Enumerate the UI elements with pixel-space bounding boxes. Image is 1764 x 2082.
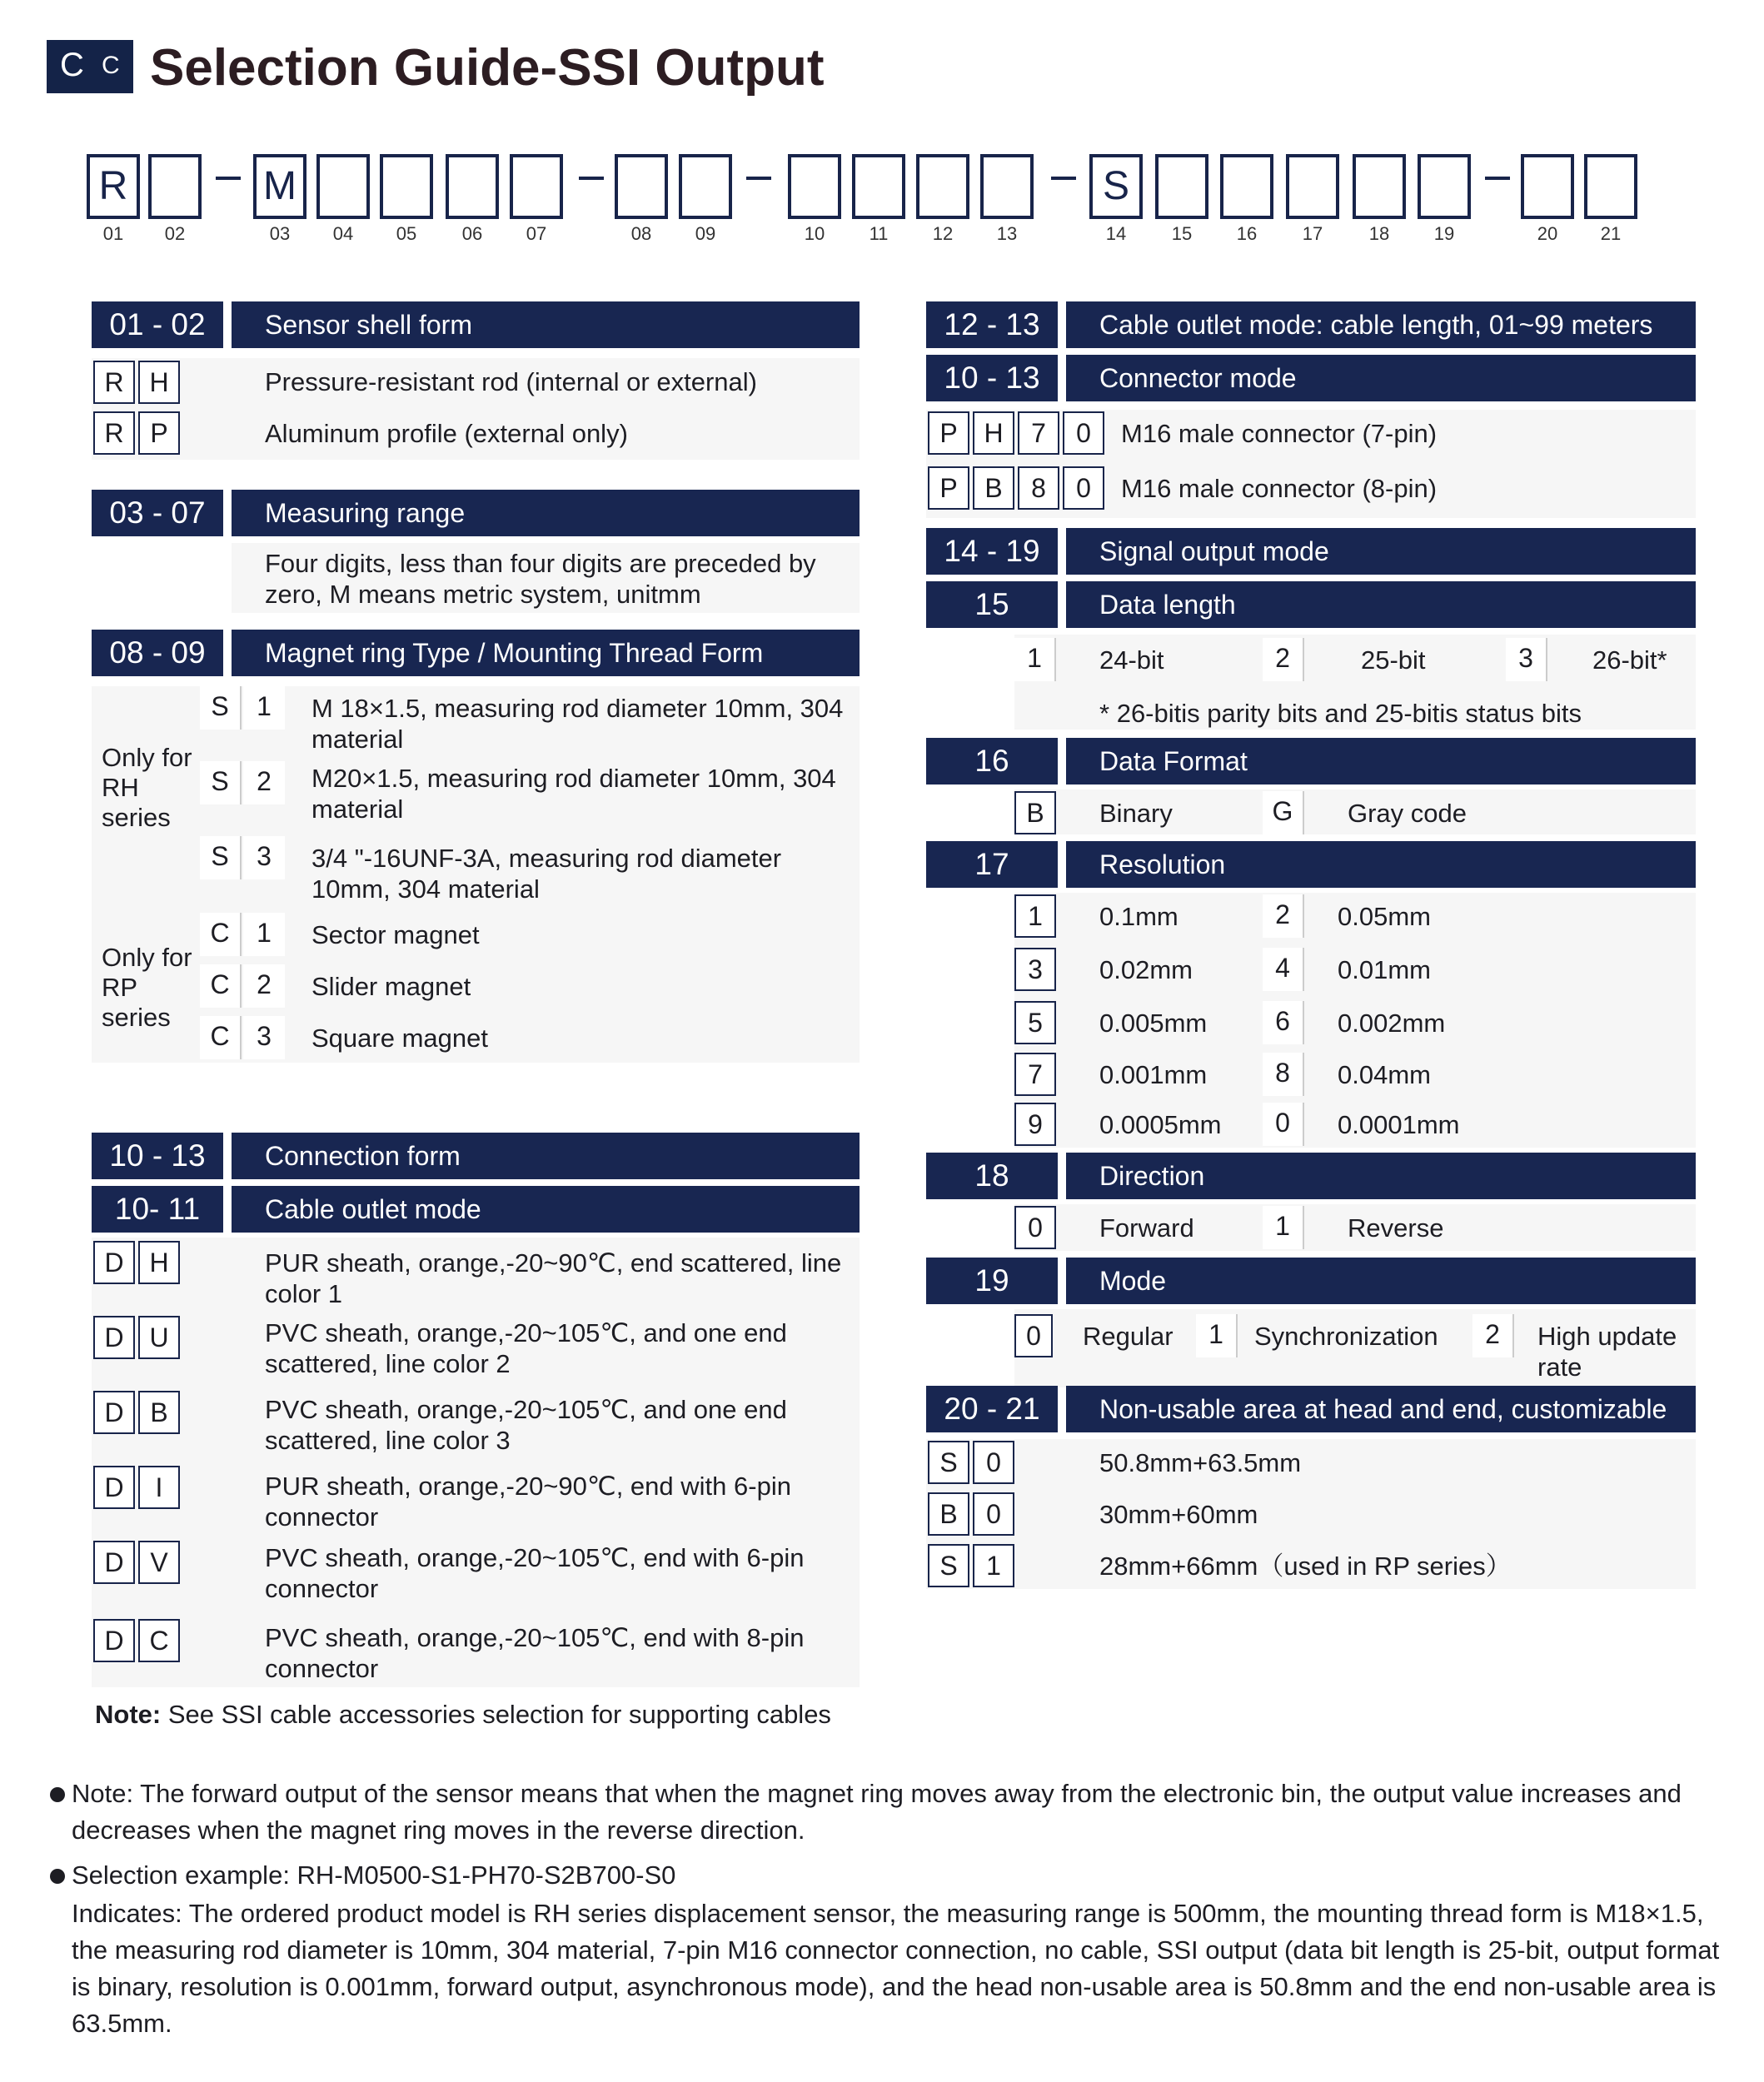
code-box: M bbox=[253, 154, 306, 219]
position-number: 07 bbox=[526, 223, 547, 244]
section-code: 08 - 09 bbox=[92, 630, 223, 676]
option-value: 24-bit bbox=[1099, 645, 1164, 675]
option-key: S bbox=[200, 686, 242, 730]
option-key: 0 bbox=[973, 1441, 1014, 1484]
option-value: Forward bbox=[1099, 1213, 1194, 1243]
option-key: 0 bbox=[1063, 466, 1104, 510]
option-key: 8 bbox=[1263, 1053, 1304, 1096]
code-box: S bbox=[1089, 154, 1143, 219]
section-title: Magnet ring Type / Mounting Thread Form bbox=[232, 630, 860, 676]
option-key: 2 bbox=[1263, 894, 1304, 938]
section-code: 20 - 21 bbox=[926, 1386, 1058, 1432]
section-code: 14 - 19 bbox=[926, 528, 1058, 575]
option-key: C bbox=[200, 913, 242, 956]
code-box bbox=[788, 154, 841, 219]
option-desc: 3/4 "-16UNF-3A, measuring rod diameter 10mm, 304 material bbox=[311, 844, 782, 904]
section-title: Resolution bbox=[1066, 841, 1696, 888]
section-code: 01 - 02 bbox=[92, 301, 223, 348]
section-code: 15 bbox=[926, 581, 1058, 628]
option-key: 3 bbox=[1506, 638, 1547, 681]
section-title: Connector mode bbox=[1066, 355, 1696, 401]
option-key: V bbox=[138, 1541, 180, 1584]
option-key: D bbox=[93, 1541, 135, 1584]
option-key: D bbox=[93, 1241, 135, 1284]
group-label: Only for RP series bbox=[102, 943, 192, 1032]
section-code: 19 bbox=[926, 1258, 1058, 1304]
option-key: 3 bbox=[243, 836, 285, 879]
option-key: P bbox=[928, 411, 969, 455]
option-key: B bbox=[1014, 791, 1056, 834]
option-value: 0.001mm bbox=[1099, 1060, 1208, 1089]
code-box bbox=[380, 154, 433, 219]
option-desc: Pressure-resistant rod (internal or external) bbox=[265, 367, 757, 396]
option-desc: Aluminum profile (external only) bbox=[265, 419, 628, 448]
option-key: S bbox=[928, 1544, 969, 1587]
option-key: 0 bbox=[1014, 1206, 1056, 1249]
bullet-icon bbox=[50, 1787, 65, 1802]
code-box bbox=[510, 154, 563, 219]
position-number: 08 bbox=[630, 223, 652, 244]
code-box bbox=[148, 154, 202, 219]
code-box bbox=[1521, 154, 1574, 219]
position-number: 17 bbox=[1302, 223, 1323, 244]
option-key: P bbox=[928, 466, 969, 510]
forward-output-note: Note: The forward output of the sensor means that when the magnet ring moves away from the electronic bin, the output value increases and decreases when the magnet ring moves in the reverse direction. bbox=[72, 1779, 1682, 1845]
position-number: 15 bbox=[1171, 223, 1193, 244]
option-key: D bbox=[93, 1619, 135, 1662]
option-desc: M16 male connector (7-pin) bbox=[1121, 419, 1438, 448]
option-value: 25-bit bbox=[1361, 645, 1426, 675]
separator-dash bbox=[1485, 177, 1510, 180]
option-key: 0 bbox=[973, 1492, 1014, 1536]
option-key: 7 bbox=[1018, 411, 1059, 455]
option-value: 0.01mm bbox=[1338, 955, 1431, 984]
option-desc: 28mm+66mm（used in RP series） bbox=[1099, 1552, 1512, 1581]
option-key: 1 bbox=[1196, 1314, 1238, 1357]
option-value: High update rate bbox=[1537, 1322, 1677, 1382]
position-number: 21 bbox=[1600, 223, 1622, 244]
separator-dash bbox=[216, 177, 241, 180]
option-key: 1 bbox=[243, 686, 285, 730]
option-key: S bbox=[928, 1441, 969, 1484]
section-code: 17 bbox=[926, 841, 1058, 888]
position-number: 01 bbox=[102, 223, 124, 244]
section-title: Connection form bbox=[232, 1133, 860, 1179]
option-desc: 50.8mm+63.5mm bbox=[1099, 1448, 1302, 1477]
option-desc: PUR sheath, orange,-20~90℃, end scattered, line color 1 bbox=[265, 1248, 842, 1308]
section-code: 12 - 13 bbox=[926, 301, 1058, 348]
code-box bbox=[615, 154, 668, 219]
section-code: 03 - 07 bbox=[92, 490, 223, 536]
option-key: 1 bbox=[243, 913, 285, 956]
option-key: 1 bbox=[1014, 894, 1056, 938]
position-number: 11 bbox=[869, 223, 889, 244]
position-number: 02 bbox=[164, 223, 186, 244]
section-title: Data length bbox=[1066, 581, 1696, 628]
section-code: 10 - 13 bbox=[926, 355, 1058, 401]
option-key: B bbox=[973, 466, 1014, 510]
section-title: Direction bbox=[1066, 1153, 1696, 1199]
option-key: H bbox=[138, 1241, 180, 1284]
logo-letter: C bbox=[102, 52, 120, 79]
section-title: Cable outlet mode bbox=[232, 1186, 860, 1233]
option-key: 3 bbox=[1014, 948, 1056, 991]
option-desc: PUR sheath, orange,-20~90℃, end with 6-pin connector bbox=[265, 1472, 791, 1532]
section-title: Data Format bbox=[1066, 738, 1696, 784]
option-key: C bbox=[138, 1619, 180, 1662]
option-key: 0 bbox=[1063, 411, 1104, 455]
option-key: U bbox=[138, 1316, 180, 1359]
option-key: 0 bbox=[1263, 1103, 1304, 1146]
option-key: 2 bbox=[243, 964, 285, 1008]
position-number: 19 bbox=[1433, 223, 1455, 244]
section-code: 10 - 13 bbox=[92, 1133, 223, 1179]
option-key: 0 bbox=[1014, 1314, 1053, 1357]
option-desc: PVC sheath, orange,-20~105℃, end with 6-pin connector bbox=[265, 1543, 805, 1603]
option-value: 26-bit* bbox=[1592, 645, 1667, 675]
option-desc: M 18×1.5, measuring rod diameter 10mm, 304 material bbox=[311, 694, 844, 754]
option-desc: PVC sheath, orange,-20~105℃, end with 8-pin connector bbox=[265, 1623, 805, 1683]
selection-example: Selection example: RH-M0500-S1-PH70-S2B700-S0 bbox=[72, 1860, 676, 1890]
option-desc: M20×1.5, measuring rod diameter 10mm, 304 material bbox=[311, 764, 836, 824]
note-text: See SSI cable accessories selection for supporting cables bbox=[161, 1700, 831, 1729]
option-key: 5 bbox=[1014, 1001, 1056, 1044]
option-desc: 30mm+60mm bbox=[1099, 1500, 1258, 1529]
code-box bbox=[316, 154, 370, 219]
section-title: Measuring range bbox=[232, 490, 860, 536]
section-code: 16 bbox=[926, 738, 1058, 784]
code-box bbox=[852, 154, 905, 219]
position-number: 14 bbox=[1105, 223, 1127, 244]
option-value: Binary bbox=[1099, 799, 1173, 828]
option-value: 0.002mm bbox=[1338, 1009, 1446, 1038]
position-number: 09 bbox=[695, 223, 716, 244]
option-key: R bbox=[93, 411, 135, 455]
option-key: C bbox=[200, 964, 242, 1008]
option-key: R bbox=[93, 361, 135, 404]
code-box: R bbox=[87, 154, 140, 219]
option-desc: Square magnet bbox=[311, 1024, 488, 1053]
option-key: 7 bbox=[1014, 1053, 1056, 1096]
option-key: 6 bbox=[1263, 1001, 1304, 1044]
section-title: Non-usable area at head and end, customizable bbox=[1066, 1386, 1696, 1432]
option-key: 2 bbox=[243, 761, 285, 804]
code-box bbox=[1286, 154, 1339, 219]
data-length-footnote bbox=[1099, 698, 1582, 729]
section-title: Signal output mode bbox=[1066, 528, 1696, 575]
position-number: 10 bbox=[804, 223, 825, 244]
option-key: H bbox=[138, 361, 180, 404]
range-desc: Four digits, less than four digits are preceded by zero, M means metric system, unitmm bbox=[265, 549, 816, 609]
option-value: Gray code bbox=[1348, 799, 1468, 828]
code-box bbox=[1418, 154, 1471, 219]
page-title: Selection Guide-SSI Output bbox=[150, 39, 825, 97]
option-key: 1 bbox=[1014, 638, 1056, 681]
separator-dash bbox=[1051, 177, 1076, 180]
position-number: 04 bbox=[332, 223, 354, 244]
code-box bbox=[1584, 154, 1637, 219]
option-key: S bbox=[200, 836, 242, 879]
section-code: 18 bbox=[926, 1153, 1058, 1199]
option-key: B bbox=[928, 1492, 969, 1536]
option-desc: Sector magnet bbox=[311, 920, 480, 949]
option-key: 2 bbox=[1263, 638, 1304, 681]
position-number: 13 bbox=[996, 223, 1018, 244]
section-title: Sensor shell form bbox=[232, 301, 860, 348]
option-value: 0.1mm bbox=[1099, 902, 1178, 931]
code-box bbox=[1220, 154, 1273, 219]
option-value: 0.04mm bbox=[1338, 1060, 1431, 1089]
option-key: G bbox=[1263, 791, 1304, 834]
option-value: 0.05mm bbox=[1338, 902, 1431, 931]
position-number: 06 bbox=[461, 223, 483, 244]
option-desc: PVC sheath, orange,-20~105℃, and one end scattered, line color 2 bbox=[265, 1318, 787, 1378]
option-key: D bbox=[93, 1466, 135, 1509]
position-number: 05 bbox=[396, 223, 417, 244]
option-value: Reverse bbox=[1348, 1213, 1444, 1243]
section-title: Cable outlet mode: cable length, 01~99 meters bbox=[1066, 301, 1696, 348]
option-value: 0.0005mm bbox=[1099, 1110, 1222, 1139]
option-value: 0.02mm bbox=[1099, 955, 1193, 984]
bullet-icon bbox=[50, 1869, 65, 1884]
option-value: Regular bbox=[1083, 1322, 1174, 1351]
option-key: 2 bbox=[1472, 1314, 1514, 1357]
code-box bbox=[916, 154, 969, 219]
option-key: 4 bbox=[1263, 948, 1304, 991]
option-key: B bbox=[138, 1391, 180, 1434]
separator-dash bbox=[746, 177, 771, 180]
section-title: Mode bbox=[1066, 1258, 1696, 1304]
option-key: 9 bbox=[1014, 1103, 1056, 1146]
position-number: 12 bbox=[932, 223, 954, 244]
footnote-text: 26-bitis parity bits and 25-bitis status bits bbox=[1116, 699, 1582, 728]
option-key: D bbox=[93, 1391, 135, 1434]
cable-note bbox=[95, 1699, 831, 1730]
option-value: Synchronization bbox=[1254, 1322, 1438, 1351]
option-key: C bbox=[200, 1016, 242, 1059]
option-desc: M16 male connector (8-pin) bbox=[1121, 474, 1438, 503]
code-box bbox=[679, 154, 732, 219]
option-key: P bbox=[138, 411, 180, 455]
code-box bbox=[1353, 154, 1406, 219]
option-key: I bbox=[138, 1466, 180, 1509]
option-desc: Slider magnet bbox=[311, 972, 471, 1001]
logo-letter: C bbox=[60, 47, 84, 83]
option-key: 1 bbox=[973, 1544, 1014, 1587]
option-key: H bbox=[973, 411, 1014, 455]
code-box bbox=[1155, 154, 1208, 219]
code-box bbox=[980, 154, 1034, 219]
option-key: 1 bbox=[1263, 1206, 1304, 1249]
note-label: Note: bbox=[95, 1700, 162, 1729]
option-value: 0.0001mm bbox=[1338, 1110, 1460, 1139]
selection-example-detail: Indicates: The ordered product model is RH series displacement sensor, the measuring range is 500mm, the mounting thread form is M18×1.5, the measuring rod diameter is 10mm, 304 material, 7-pin M16 connector connection, no cable, SSI output (data bit length is 25-bit, output format is binary, resolution is 0.001mm, forward output, asynchronous mode), and the head non-usable area is 50.8mm and the end non-usable area is 63.5mm. bbox=[72, 1899, 1720, 2038]
group-label: Only for RH series bbox=[102, 743, 192, 832]
option-key: D bbox=[93, 1316, 135, 1359]
option-key: S bbox=[200, 761, 242, 804]
position-number: 16 bbox=[1236, 223, 1258, 244]
option-value: 0.005mm bbox=[1099, 1009, 1208, 1038]
footnote-mark: * bbox=[1099, 699, 1110, 728]
position-number: 03 bbox=[269, 223, 291, 244]
position-number: 18 bbox=[1368, 223, 1390, 244]
code-box bbox=[446, 154, 499, 219]
option-key: 8 bbox=[1018, 466, 1059, 510]
separator-dash bbox=[579, 177, 604, 180]
section-code: 10- 11 bbox=[92, 1186, 223, 1233]
option-desc: PVC sheath, orange,-20~105℃, and one end scattered, line color 3 bbox=[265, 1395, 787, 1455]
position-number: 20 bbox=[1537, 223, 1558, 244]
brand-logo bbox=[47, 40, 133, 93]
option-key: 3 bbox=[243, 1016, 285, 1059]
